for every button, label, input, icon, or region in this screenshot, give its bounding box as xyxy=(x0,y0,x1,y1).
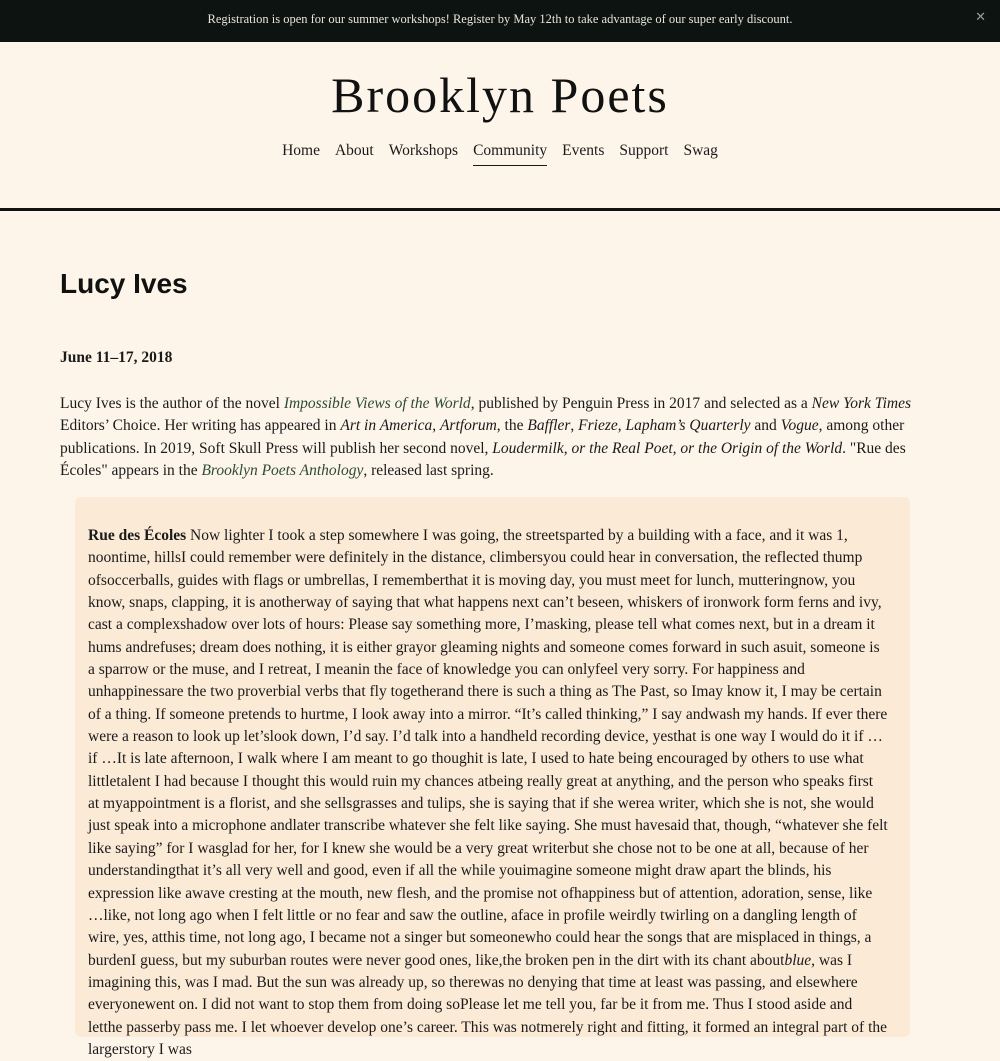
nav-item-home[interactable]: Home xyxy=(282,142,320,159)
publication-nyt: New York Times xyxy=(811,395,911,412)
nav-item-swag[interactable]: Swag xyxy=(683,142,718,159)
poem-body: Now lighter I took a step somewhere I was going, the streetsparted by a building with a face, and it was 1, noontime, hillsI could remember were definitely in the distance, climbersyou could hear in conversation, the reflected thump ofsoccerballs, guides with flags or umbrellas, I rememberthat it is moving day, you must meet for lunch, mutteringnow, you know, snaps, clapping, it is anotherway of saying that what happens next can’t beseen, whiskers of ironwork form ferns and ivy, cast a complexshadow over lots of hours: Please say something more, I’masking, please tell what comes next, but in a dream it hums andrefuses; dream does nothing, it is either grayor gleaming nights and someone comes forward in such asuit, someone is a sparrow or the muse, and I retreat, I meanin the face of knowledge you can onlyfeel very sorry. For happiness and unhappinessare the two proverbial verbs that fly togetherand there is such a thing as The Past, so Imay know it, I may be certain of a thing. If someone pretends to hurtme, I look away into a mirror. “It’s called thinking,” I say andwash my hands. If ever there were a reason to look up let’slook down, I’d say. I’d talk into a handheld recording device, yesthat is one way I would do it if … if …It is late afternoon, I walk where I am meant to go thoughit is late, I used to hate being encouraged by others to use what littletalent I had because I thought this would ruin my chances atbeing really great at anything, and the person who speaks first at myappointment is a florist, and she sellsgrasses and tulips, she is saying that if she werea writer, which she is not, she would just speak into a microphone andlater transcribe whatever she felt like saying. She must havesaid that, though, “whatever she felt like saying” for I wasglad for her, for I knew she would be a very great writerbut she chose not to be one at all, because of her understandingthat it’s all very well and good, even if all the while youimagine someone might draw apart the blinds, his expression like awave cresting at the mouth, new flesh, and the promise not ofhappiness but of attention, adoration, sense, like …like, not long ago when I felt little or no fear and saw the outline, aface in profile weirdly twirling on a dangling length of wire, yes, atthis time, not long ago, I became not a singer but someonewho could hear the songs that are misplaced in things, a burdenI guess, but my suburban routes were never good ones, like,the broken pen in the dirt with its chant about xyxy=(88,527,888,969)
publication-frieze: Frieze xyxy=(578,417,618,435)
bio-text: , xyxy=(617,417,626,435)
anthology-link[interactable]: Brooklyn Poets Anthology xyxy=(201,461,364,479)
bio-text: , published by Penguin Press in 2017 and selected as a xyxy=(470,395,812,412)
poem-container xyxy=(75,497,910,1058)
site-title[interactable]: Brooklyn Poets xyxy=(331,67,669,123)
poem-text xyxy=(88,525,888,1061)
nav-item-workshops[interactable]: Workshops xyxy=(388,142,459,159)
book-link-impossible-views[interactable]: Impossible Views of the World xyxy=(283,395,471,412)
banner-text: Registration is open for our summer workshops! Register by May 12th to take advantage of our super early discount. xyxy=(207,12,793,26)
publication-vogue: Vogue xyxy=(780,417,819,435)
nav-item-support[interactable]: Support xyxy=(619,142,669,159)
bio-text: Lucy Ives is the author of the novel xyxy=(60,395,284,412)
page-title: Lucy Ives xyxy=(60,268,188,299)
announcement-banner xyxy=(0,0,1000,42)
bio-text: Editors’ Choice. Her writing has appeared in xyxy=(60,417,341,435)
nav-item-events[interactable]: Events xyxy=(562,142,605,159)
publication-artforum: Artforum xyxy=(439,417,497,435)
poem-body-continued: , was I imagining this, was I mad. But the sun was already up, so therewas no denying that time at least was passing, and elsewhere everyonewent on. I did not want to stop them from doing soPlease let me tell you, far be it from me. Thus I stood aside and letthe passerby pass me. I let whoever develop one’s career. This was notmerely right and fitting, it formed an integral part of the largerstory I was xyxy=(88,951,888,1058)
bio-text: , the xyxy=(496,417,528,435)
header-divider xyxy=(0,208,1000,211)
close-icon[interactable]: ✕ xyxy=(975,10,986,25)
publication-art-in-america: Art in America xyxy=(340,417,433,435)
nav-item-about[interactable]: About xyxy=(334,142,374,159)
bio-text: , among other publications. In 2019, Soft Skull Press will publish her second novel, xyxy=(60,417,905,457)
poem-title: Rue des Écoles xyxy=(88,527,187,544)
bio-text: , xyxy=(432,417,440,435)
main-nav xyxy=(0,142,1000,166)
publication-laphams: Lapham’s Quarterly xyxy=(625,417,751,435)
bio-text: , released last spring. xyxy=(363,461,494,479)
publication-baffler: Baffler xyxy=(527,417,571,435)
bio-text: and xyxy=(750,417,781,435)
poem-italic-word: blue xyxy=(784,951,812,969)
nav-item-community[interactable]: Community xyxy=(473,142,547,166)
book-title-loudermilk: Loudermilk, or the Real Poet, or the Origin of the World xyxy=(492,439,843,457)
author-bio xyxy=(60,393,940,482)
bio-text: , xyxy=(570,417,579,435)
feature-date: June 11–17, 2018 xyxy=(60,349,173,366)
bio-text: . "Rue des Écoles" appears in the xyxy=(60,439,906,479)
